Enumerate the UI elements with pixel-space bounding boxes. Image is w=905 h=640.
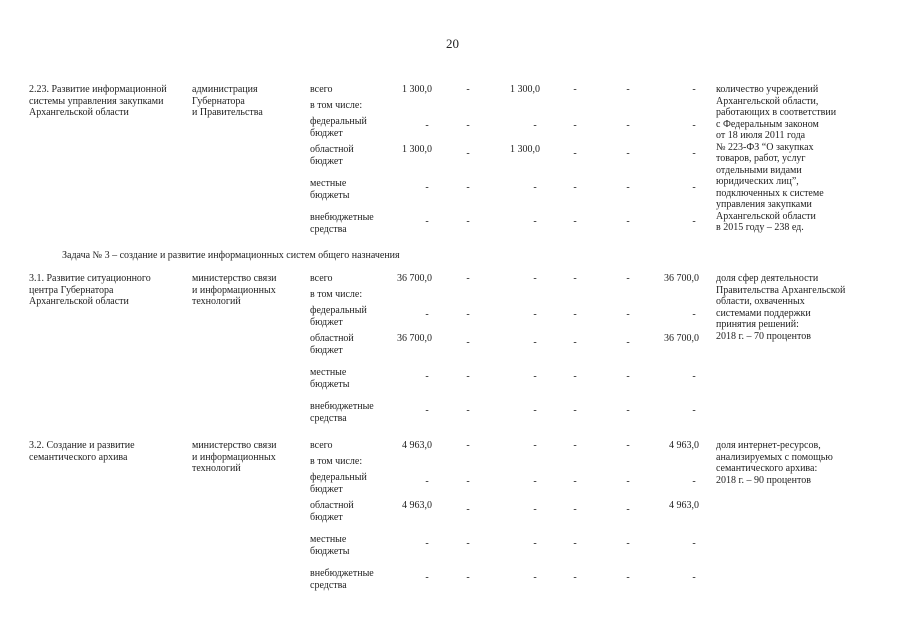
value-cell: - [466, 182, 470, 193]
value-cell: - [626, 84, 630, 95]
value-cell: - [573, 572, 577, 583]
value-cell: - [573, 216, 577, 227]
value-cell: - [692, 405, 696, 416]
value-cell: - [692, 120, 696, 131]
funding-source-label: местные бюджеты [310, 178, 350, 201]
value-cell: - [573, 476, 577, 487]
value-cell: 36 700,0 [397, 273, 432, 284]
funding-source-label: областной бюджет [310, 144, 354, 167]
value-cell: - [626, 504, 630, 515]
value-cell: - [626, 476, 630, 487]
value-cell: - [626, 273, 630, 284]
value-cell: - [626, 572, 630, 583]
value-cell: 1 300,0 [510, 84, 540, 95]
value-cell: 36 700,0 [664, 273, 699, 284]
value-cell: - [573, 337, 577, 348]
value-cell: - [573, 148, 577, 159]
funding-source-label: внебюджетные средства [310, 568, 374, 591]
value-cell: - [533, 120, 537, 131]
value-cell: - [533, 273, 537, 284]
value-cell: - [533, 371, 537, 382]
value-cell: - [573, 120, 577, 131]
value-cell: - [425, 538, 429, 549]
value-cell: - [692, 84, 696, 95]
value-cell: - [573, 440, 577, 451]
value-cell: 4 963,0 [402, 440, 432, 451]
task-heading: Задача № 3 – создание и развитие информационных систем общего назначения [62, 250, 400, 261]
value-cell: - [692, 538, 696, 549]
funding-source-label: в том числе: [310, 100, 363, 111]
value-cell: - [626, 309, 630, 320]
value-cell: - [466, 337, 470, 348]
funding-source-label: всего [310, 440, 333, 451]
value-cell: 4 963,0 [402, 500, 432, 511]
value-cell: - [573, 84, 577, 95]
value-cell: 1 300,0 [510, 144, 540, 155]
value-cell: - [533, 216, 537, 227]
value-cell: - [466, 538, 470, 549]
value-cell: - [466, 405, 470, 416]
funding-source-label: местные бюджеты [310, 534, 350, 557]
funding-source-label: федеральный бюджет [310, 116, 367, 139]
value-cell: - [466, 371, 470, 382]
value-cell: - [573, 309, 577, 320]
value-cell: - [573, 504, 577, 515]
value-cell: - [692, 148, 696, 159]
executor: администрация Губернатора и Правительства [192, 84, 263, 118]
value-cell: - [466, 309, 470, 320]
value-cell: - [425, 216, 429, 227]
value-cell: - [466, 120, 470, 131]
indicator: доля интернет-ресурсов, анализируемых с помощью семантического архива: 2018 г. – 90 процентов [716, 440, 833, 486]
value-cell: - [425, 309, 429, 320]
funding-source-label: в том числе: [310, 289, 363, 300]
value-cell: - [692, 476, 696, 487]
value-cell: - [466, 572, 470, 583]
value-cell: - [692, 216, 696, 227]
funding-source-label: федеральный бюджет [310, 305, 367, 328]
value-cell: - [533, 476, 537, 487]
value-cell: - [425, 182, 429, 193]
value-cell: - [533, 337, 537, 348]
value-cell: - [692, 182, 696, 193]
value-cell: - [692, 572, 696, 583]
funding-source-label: внебюджетные средства [310, 401, 374, 424]
value-cell: - [573, 273, 577, 284]
indicator: количество учреждений Архангельской области, работающих в соответствии с Федеральным законом от 18 июля 2011 года № 223-ФЗ “О закупках товаров, работ, услуг отдельными видами юридических лиц”, подключенных к системе управления закупками Архангельской области в 2015 году – 238 ед. [716, 84, 837, 233]
value-cell: - [533, 538, 537, 549]
value-cell: - [466, 148, 470, 159]
funding-source-label: внебюджетные средства [310, 212, 374, 235]
funding-source-label: федеральный бюджет [310, 472, 367, 495]
value-cell: - [425, 120, 429, 131]
value-cell: - [425, 572, 429, 583]
value-cell: - [533, 572, 537, 583]
value-cell: - [573, 405, 577, 416]
funding-source-label: всего [310, 84, 333, 95]
executor: министерство связи и информационных технологий [192, 440, 277, 474]
funding-source-label: всего [310, 273, 333, 284]
value-cell: - [626, 371, 630, 382]
value-cell: 4 963,0 [669, 440, 699, 451]
value-cell: - [573, 538, 577, 549]
value-cell: - [466, 273, 470, 284]
value-cell: - [626, 538, 630, 549]
value-cell: - [466, 84, 470, 95]
value-cell: - [573, 371, 577, 382]
funding-source-label: областной бюджет [310, 500, 354, 523]
value-cell: - [626, 120, 630, 131]
value-cell: - [466, 504, 470, 515]
indicator: доля сфер деятельности Правительства Архангельской области, охваченных системами поддержки принятия решений: 2018 г. – 70 процентов [716, 273, 846, 342]
value-cell: - [692, 371, 696, 382]
funding-source-label: областной бюджет [310, 333, 354, 356]
value-cell: 36 700,0 [664, 333, 699, 344]
value-cell: 1 300,0 [402, 144, 432, 155]
value-cell: - [626, 216, 630, 227]
value-cell: - [533, 504, 537, 515]
value-cell: - [533, 309, 537, 320]
value-cell: - [626, 337, 630, 348]
value-cell: - [425, 476, 429, 487]
value-cell: - [626, 405, 630, 416]
value-cell: - [573, 182, 577, 193]
funding-source-label: местные бюджеты [310, 367, 350, 390]
value-cell: - [533, 405, 537, 416]
value-cell: - [533, 440, 537, 451]
value-cell: - [466, 440, 470, 451]
funding-source-label: в том числе: [310, 456, 363, 467]
value-cell: - [425, 371, 429, 382]
value-cell: - [466, 476, 470, 487]
value-cell: - [692, 309, 696, 320]
value-cell: 4 963,0 [669, 500, 699, 511]
value-cell: - [626, 440, 630, 451]
activity-name: 2.23. Развитие информационной системы управления закупками Архангельской области [29, 84, 167, 118]
value-cell: 1 300,0 [402, 84, 432, 95]
value-cell: - [626, 148, 630, 159]
value-cell: 36 700,0 [397, 333, 432, 344]
activity-name: 3.1. Развитие ситуационного центра Губернатора Архангельской области [29, 273, 151, 307]
value-cell: - [533, 182, 537, 193]
activity-name: 3.2. Создание и развитие семантического архива [29, 440, 135, 463]
value-cell: - [626, 182, 630, 193]
executor: министерство связи и информационных технологий [192, 273, 277, 307]
value-cell: - [466, 216, 470, 227]
page-number: 20 [446, 36, 459, 51]
value-cell: - [425, 405, 429, 416]
